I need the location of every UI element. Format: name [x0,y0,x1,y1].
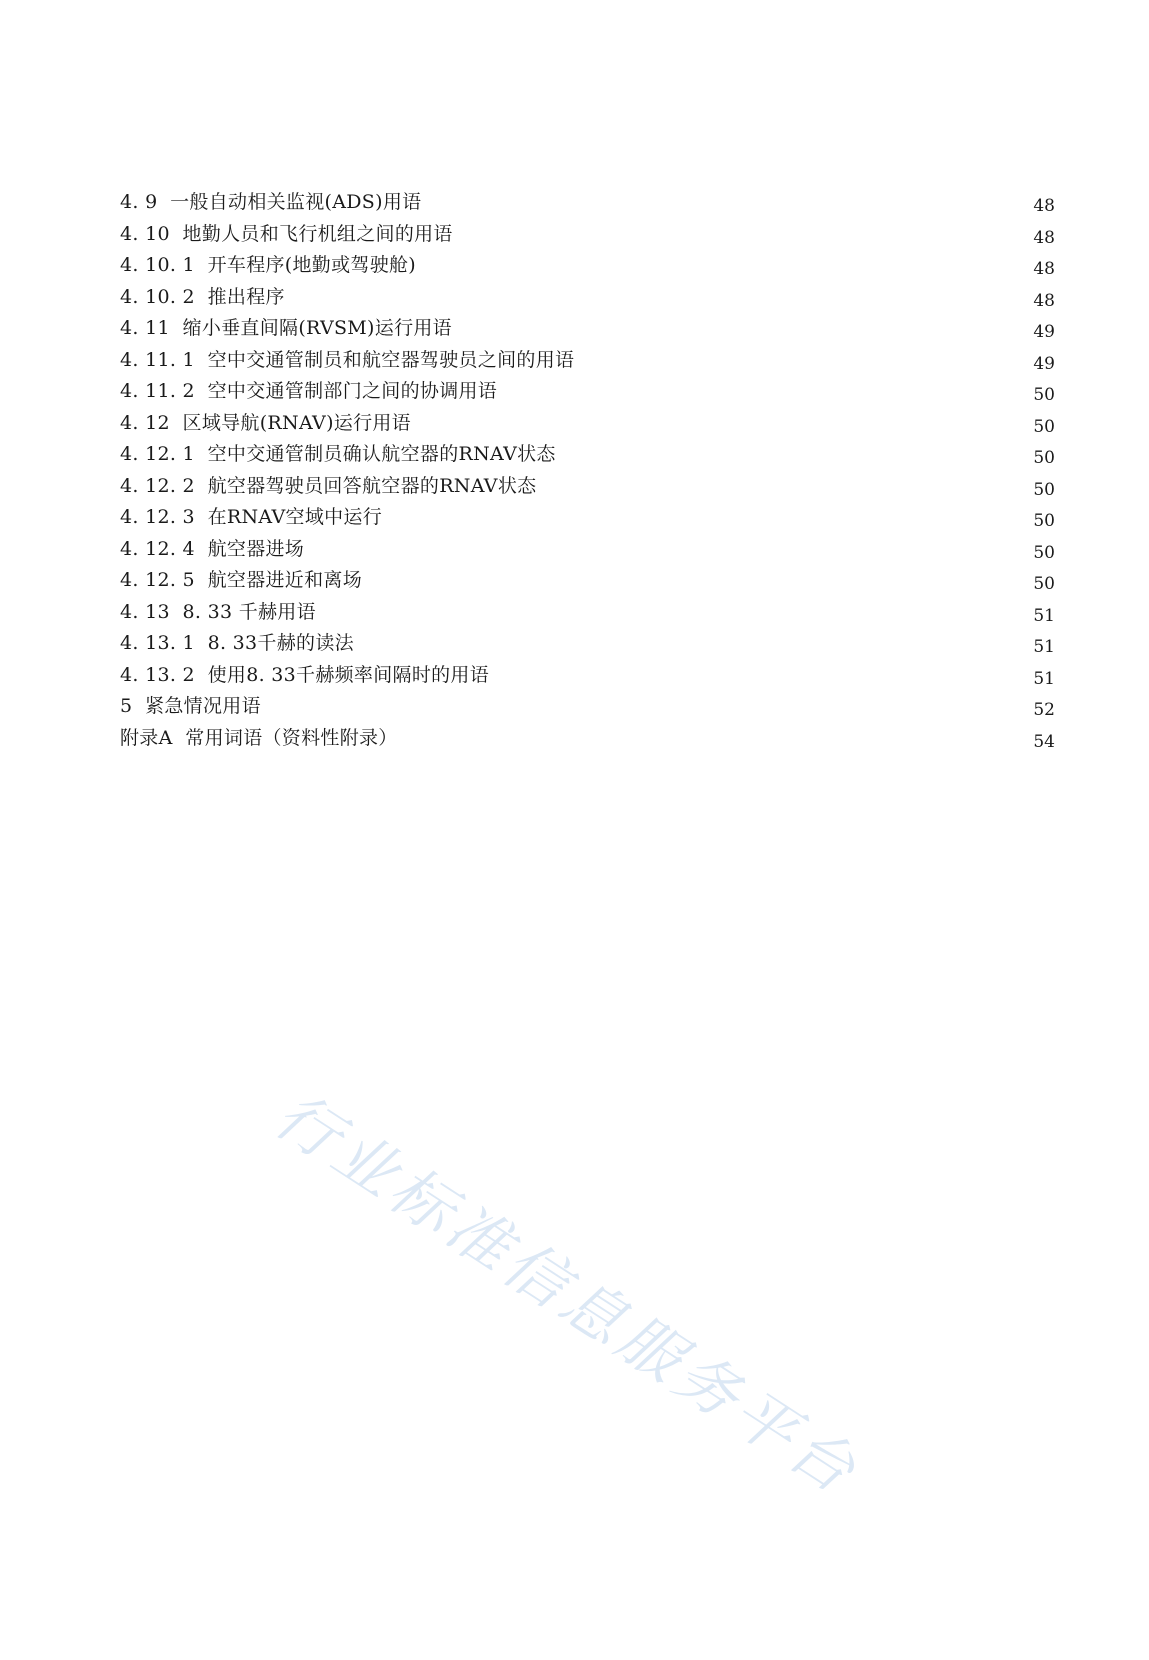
toc-entry[interactable] [120,473,1055,505]
toc-entry-page: 49 [1033,322,1055,342]
toc-entry-title: 4. 10. 1 开车程序(地勤或驾驶舱) [120,254,417,276]
toc-entry-page: 51 [1033,668,1055,689]
toc-entry-page: 52 [1033,700,1055,720]
toc-entry-page: 54 [1033,731,1055,752]
toc-entry[interactable] [120,536,1055,568]
toc-entry[interactable] [120,630,1055,662]
toc-entry-page: 48 [1033,196,1055,216]
toc-entry[interactable] [120,662,1055,694]
toc-entry-title: 4. 10. 2 推出程序 [120,285,285,308]
toc-entry-page: 48 [1033,227,1055,248]
toc-entry[interactable] [120,315,1055,347]
watermark: 行业标准信息服务平台 [262,1078,873,1510]
toc-entry[interactable] [120,410,1055,442]
toc-entry-page: 50 [1033,574,1055,594]
toc-entry-title: 4. 12. 2 航空器驾驶员回答航空器的RNAV状态 [120,474,537,497]
toc-entry[interactable] [120,221,1055,253]
toc-entry[interactable] [120,725,1055,757]
toc-entry-page: 49 [1033,353,1055,374]
toc-entry-page: 51 [1033,605,1055,626]
toc-entry-title: 4. 11. 2 空中交通管制部门之间的协调用语 [120,380,498,402]
toc-entry-page: 48 [1033,259,1055,279]
toc-entry-title: 5 紧急情况用语 [120,695,261,717]
toc-entry-title: 4. 9 一般自动相关监视(ADS)用语 [120,191,422,213]
toc-entry-title: 4. 13. 2 使用8. 33千赫频率间隔时的用语 [120,663,490,686]
toc-entry[interactable] [120,378,1055,410]
toc-entry[interactable] [120,567,1055,599]
toc-entry-page: 50 [1033,511,1055,531]
toc-entry-title: 4. 11. 1 空中交通管制员和航空器驾驶员之间的用语 [120,348,575,371]
toc-entry-page: 50 [1033,448,1055,468]
toc-entry-page: 50 [1033,542,1055,563]
toc-entry-page: 50 [1033,416,1055,437]
toc-entry[interactable] [120,441,1055,473]
toc-entry[interactable] [120,252,1055,284]
toc-entry-title: 附录A 常用词语（资料性附录） [120,726,398,749]
toc-entry-page: 51 [1033,637,1055,657]
toc-entry[interactable] [120,599,1055,631]
toc-entry-title: 4. 12. 1 空中交通管制员确认航空器的RNAV状态 [120,443,556,465]
toc-entry[interactable] [120,189,1055,221]
toc-entry-title: 4. 12. 4 航空器进场 [120,537,305,560]
toc-entry-page: 48 [1033,290,1055,311]
toc-entry[interactable] [120,284,1055,316]
table-of-contents [120,189,1055,756]
toc-entry[interactable] [120,693,1055,725]
toc-entry[interactable] [120,504,1055,536]
toc-entry[interactable] [120,347,1055,379]
toc-entry-title: 4. 10 地勤人员和飞行机组之间的用语 [120,222,453,245]
toc-entry-title: 4. 13. 1 8. 33千赫的读法 [120,632,354,654]
toc-entry-title: 4. 11 缩小垂直间隔(RVSM)运行用语 [120,317,452,339]
toc-entry-title: 4. 13 8. 33 千赫用语 [120,600,316,623]
toc-entry-title: 4. 12. 5 航空器进近和离场 [120,569,362,591]
toc-entry-title: 4. 12 区域导航(RNAV)运行用语 [120,411,411,434]
toc-entry-title: 4. 12. 3 在RNAV空域中运行 [120,506,383,528]
toc-entry-page: 50 [1033,479,1055,500]
toc-entry-page: 50 [1033,385,1055,405]
